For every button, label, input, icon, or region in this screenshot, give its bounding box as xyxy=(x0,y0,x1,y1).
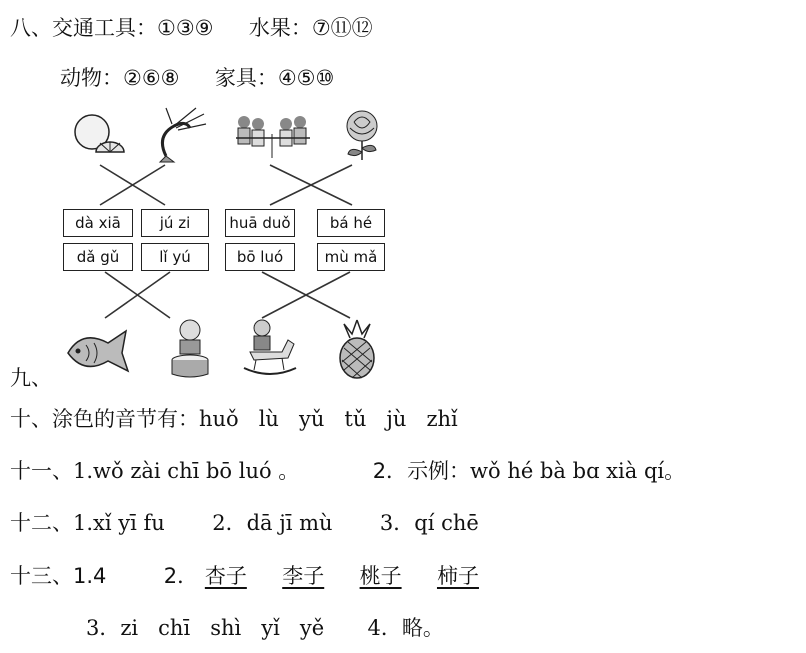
fish-icon xyxy=(62,325,132,375)
q13-line xyxy=(10,560,479,590)
q11-answer-2-num: 2． xyxy=(372,459,408,483)
q8-animal-answer: ②⑥⑧ xyxy=(123,66,180,90)
q11-answer-2: 示例：wǒ hé bà bɑ xià qí。 xyxy=(407,459,686,483)
pinyin-box: dǎ gǔ xyxy=(63,243,133,271)
q12-answer-1: 1.xǐ yī fu xyxy=(73,511,165,535)
rocking-horse-icon xyxy=(242,318,298,380)
pinyin-box: lǐ yú xyxy=(141,243,209,271)
pinyin-box: mù mǎ xyxy=(317,243,385,271)
q8-transport-answer: ①③⑨ xyxy=(157,16,214,40)
q13-answer-1: 1.4 xyxy=(73,564,107,588)
q8-label: 八、交通工具： xyxy=(10,16,157,40)
q10-line xyxy=(10,403,458,433)
pineapple-icon xyxy=(334,318,380,380)
q12-answer-3: 3．qí chē xyxy=(379,511,479,535)
pinyin-box: jú zi xyxy=(141,209,209,237)
flower-icon xyxy=(340,108,384,162)
pinyin-box: huā duǒ xyxy=(225,209,295,237)
q13-label: 十三、 xyxy=(10,564,73,588)
q9-label: 九、 xyxy=(10,366,52,390)
q12-label: 十二、 xyxy=(10,511,73,535)
q10-answers: huǒ lù yǔ tǔ jù zhǐ xyxy=(199,407,458,431)
q8-furniture-answer: ④⑤⑩ xyxy=(277,66,335,90)
q11-label: 十一、 xyxy=(10,459,73,483)
shrimp-icon xyxy=(146,106,208,164)
q11-answer-1: 1.wǒ zài chī bō luó 。 xyxy=(73,459,300,483)
q8-fruit-answer: ⑦⑪⑫ xyxy=(311,16,373,40)
q13-line2 xyxy=(86,612,444,642)
pinyin-box: bō luó xyxy=(225,243,295,271)
q8-animal-label: 动物： xyxy=(60,66,123,90)
tug-of-war-icon xyxy=(232,112,312,160)
drum-boy-icon xyxy=(168,318,212,380)
q12-line xyxy=(10,507,479,537)
orange-icon xyxy=(70,112,128,160)
q10-label: 十、涂色的音节有： xyxy=(10,407,199,431)
q12-answer-2: 2．dā jī mù xyxy=(212,511,333,535)
q13-word: 李子 xyxy=(282,564,325,588)
pinyin-box: bá hé xyxy=(317,209,385,237)
q13-word: 桃子 xyxy=(359,564,402,588)
q8-furniture-label: 家具： xyxy=(214,66,278,90)
q13-answer-3: 3．zi chī shì yǐ yě xyxy=(86,616,325,640)
q8-fruit-label: 水果： xyxy=(248,16,312,40)
q13-word: 柿子 xyxy=(436,564,479,588)
pinyin-box: dà xiā xyxy=(63,209,133,237)
q13-answer-2-num: 2． xyxy=(163,564,199,588)
q13-answer-4: 4．略。 xyxy=(367,616,444,640)
q11-line xyxy=(10,455,685,485)
q13-word: 杏子 xyxy=(204,564,247,588)
